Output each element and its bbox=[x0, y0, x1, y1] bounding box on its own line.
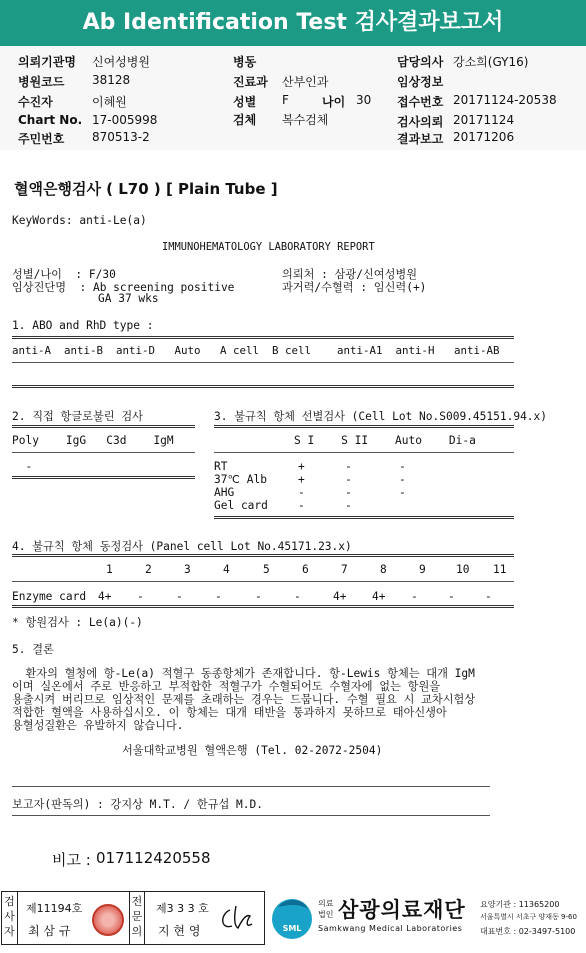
info-value: 870513-2 bbox=[92, 130, 150, 144]
conclusion-line: 용혈성질환은 유발하지 않습니다. bbox=[12, 719, 184, 732]
contact-line: 요양기관 : 11365200 bbox=[480, 900, 560, 909]
panel-cell-number: 5 bbox=[263, 563, 270, 576]
conclusion-title: 5. 결론 bbox=[12, 643, 54, 656]
antigen-test: * 항원검사 : Le(a)(-) bbox=[12, 616, 143, 629]
panel-cell-number: 9 bbox=[419, 563, 426, 576]
rule bbox=[12, 476, 195, 479]
panel-cell-number: 11 bbox=[493, 563, 507, 576]
transfusion-history: 과거력/수혈력 : 임신력(+) bbox=[282, 281, 427, 294]
dat-value: - bbox=[12, 460, 33, 473]
info-label: 접수번호 bbox=[397, 95, 444, 109]
panel-result: - bbox=[176, 590, 183, 603]
signature-box bbox=[1, 891, 265, 945]
rule bbox=[214, 516, 514, 519]
panel-cell-number: 3 bbox=[184, 563, 191, 576]
panel-cell-number: 6 bbox=[302, 563, 309, 576]
org-type: 법인 bbox=[318, 910, 334, 919]
info-label: Chart No. bbox=[18, 113, 83, 127]
diagnosis: 임상진단명 : Ab screening positive bbox=[12, 281, 235, 294]
info-label: 의뢰기관명 bbox=[18, 55, 76, 69]
panel-cell-number: 10 bbox=[456, 563, 470, 576]
info-label: 검체 bbox=[233, 113, 257, 127]
reporter: 보고자(판독의) : 강지상 M.T. / 한규섭 M.D. bbox=[12, 798, 263, 811]
rule bbox=[12, 815, 490, 816]
contact-line: 대표번호 : 02-3497-5100 bbox=[480, 927, 576, 936]
rule bbox=[214, 425, 514, 428]
dat-title: 2. 직접 항글로불린 검사 bbox=[12, 410, 143, 423]
screen-title: 3. 불규칙 항체 선별검사 (Cell Lot No.S009.45151.94.x) bbox=[214, 410, 548, 423]
note-value: 017112420558 bbox=[96, 849, 211, 867]
info-value: 복수검체 bbox=[282, 113, 329, 127]
panel-result: - bbox=[137, 590, 144, 603]
rule bbox=[12, 554, 514, 557]
abo-columns: anti-A anti-B anti-D Auto A cell B cell anti-A1 anti-H anti-AB bbox=[12, 344, 500, 357]
info-label: 임상정보 bbox=[397, 75, 444, 89]
report-title: Ab Identification Test 검사결과보고서 bbox=[0, 0, 586, 46]
info-label: 주민번호 bbox=[18, 132, 65, 146]
specialist-license: 제3 3 3 호 bbox=[156, 902, 209, 915]
info-label: 결과보고 bbox=[397, 132, 444, 146]
info-value: 신여성병원 bbox=[92, 55, 150, 69]
panel-result: - bbox=[294, 590, 301, 603]
section-title: 혈액은행검사 ( L70 ) [ Plain Tube ] bbox=[14, 180, 278, 198]
info-label: 진료과 bbox=[233, 75, 268, 89]
info-value: 산부인과 bbox=[282, 75, 329, 89]
info-value: F bbox=[282, 93, 289, 107]
requester: 의뢰처 : 삼광/신여성병원 bbox=[282, 268, 418, 281]
inspector-license: 제11194호 bbox=[26, 902, 83, 915]
rule bbox=[12, 425, 195, 428]
signature-icon bbox=[216, 902, 256, 934]
sml-logo-icon bbox=[268, 893, 318, 943]
panel-cell-number: 2 bbox=[145, 563, 152, 576]
info-label: 수진자 bbox=[18, 95, 53, 109]
rule bbox=[214, 452, 514, 453]
org-type: 의료 bbox=[318, 899, 334, 908]
screen-columns: S I S II Auto Di-a bbox=[294, 434, 476, 447]
info-label: 병원코드 bbox=[18, 75, 65, 89]
seal-stamp-icon bbox=[92, 904, 124, 936]
screen-row-values: - - - bbox=[298, 486, 406, 499]
report-heading: IMMUNOHEMATOLOGY LABORATORY REPORT bbox=[162, 241, 375, 253]
screen-row-label: 37℃ Alb bbox=[214, 473, 267, 486]
hospital-contact: 서울대학교병원 혈액은행 (Tel. 02-2072-2504) bbox=[122, 744, 383, 757]
screen-row-values: + - - bbox=[298, 473, 406, 486]
inspector-name: 최 삼 규 bbox=[28, 924, 71, 938]
conclusion-line: 이며 실온에서 주로 반응하고 부적합한 적혈구가 수혈되어도 수혈자에 없는 항원을 bbox=[12, 680, 441, 693]
panel-cell-number: 4 bbox=[223, 563, 230, 576]
rule bbox=[12, 385, 514, 388]
info-label: 나이 bbox=[322, 95, 346, 109]
panel-cell-number: 7 bbox=[341, 563, 348, 576]
abo-title: 1. ABO and RhD type : bbox=[12, 319, 154, 332]
screen-row-values: - - bbox=[298, 499, 352, 512]
sex-age: 성별/나이 : F/30 bbox=[12, 268, 116, 281]
org-name: 삼광의료재단 bbox=[338, 898, 466, 922]
panel-title: 4. 불규칙 항체 동정검사 (Panel cell Lot No.45171.23.x) bbox=[12, 540, 352, 553]
patient-info-panel bbox=[0, 46, 586, 150]
org-english-name: Samkwang Medical Laboratories bbox=[318, 924, 463, 933]
panel-label: Enzyme card bbox=[12, 590, 87, 603]
specialist-label: 전문의 bbox=[129, 892, 145, 944]
keywords: KeyWords: anti-Le(a) bbox=[12, 214, 147, 227]
info-value: 20171124 bbox=[453, 113, 515, 127]
rule bbox=[12, 336, 514, 339]
info-label: 검사의뢰 bbox=[397, 115, 444, 129]
info-value: 17-005998 bbox=[92, 113, 158, 127]
panel-result: - bbox=[411, 590, 418, 603]
panel-result: 4+ bbox=[372, 590, 386, 603]
panel-cell-number: 1 bbox=[106, 563, 113, 576]
panel-result: - bbox=[448, 590, 455, 603]
info-value: 이혜원 bbox=[92, 95, 127, 109]
info-label: 병동 bbox=[233, 55, 257, 69]
info-value: 30 bbox=[356, 93, 372, 107]
rule bbox=[12, 581, 514, 582]
dat-columns: Poly IgG C3d IgM bbox=[12, 434, 174, 447]
rule bbox=[12, 452, 195, 453]
info-label: 담당의사 bbox=[397, 55, 444, 69]
panel-result: 4+ bbox=[98, 590, 112, 603]
specialist-name: 지 현 영 bbox=[158, 924, 201, 938]
panel-cell-number: 8 bbox=[380, 563, 387, 576]
panel-result: - bbox=[255, 590, 262, 603]
diagnosis-note: GA 37 wks bbox=[98, 292, 159, 305]
info-label: 성별 bbox=[233, 95, 257, 109]
panel-result: - bbox=[215, 590, 222, 603]
svg-text:SML: SML bbox=[282, 924, 302, 933]
panel-result: - bbox=[485, 590, 492, 603]
conclusion-line: 적합한 혈액을 사용하십시오. 이 항체는 대개 태반을 통과하지 못하므로 태아신생아 bbox=[12, 706, 447, 719]
rule bbox=[12, 786, 490, 787]
inspector-label: 검사자 bbox=[2, 892, 18, 944]
rule bbox=[12, 605, 514, 608]
note-label: 비고 : bbox=[52, 851, 96, 869]
info-value: 강소희(GY16) bbox=[453, 55, 529, 69]
screen-row-label: RT bbox=[214, 460, 228, 473]
info-value: 20171124-20538 bbox=[453, 93, 557, 107]
conclusion-line: 용출시켜 버리므로 임상적인 문제를 초래하는 경우는 드뭅니다. 수혈 필요 시 교차시험상 bbox=[12, 693, 476, 706]
rule bbox=[12, 362, 514, 363]
conclusion-line: 환자의 혈청에 항-Le(a) 적혈구 동종항체가 존재합니다. 항-Lewis 항체는 대개 IgM bbox=[12, 667, 475, 680]
contact-line: 서울특별시 서초구 양재동 9-60 bbox=[480, 913, 577, 921]
info-value: 20171206 bbox=[453, 130, 515, 144]
screen-row-values: + - - bbox=[298, 460, 406, 473]
info-value: 38128 bbox=[92, 73, 131, 87]
screen-row-label: Gel card bbox=[214, 499, 268, 512]
signature-footer bbox=[0, 889, 586, 953]
panel-result: 4+ bbox=[333, 590, 347, 603]
screen-row-label: AHG bbox=[214, 486, 235, 499]
